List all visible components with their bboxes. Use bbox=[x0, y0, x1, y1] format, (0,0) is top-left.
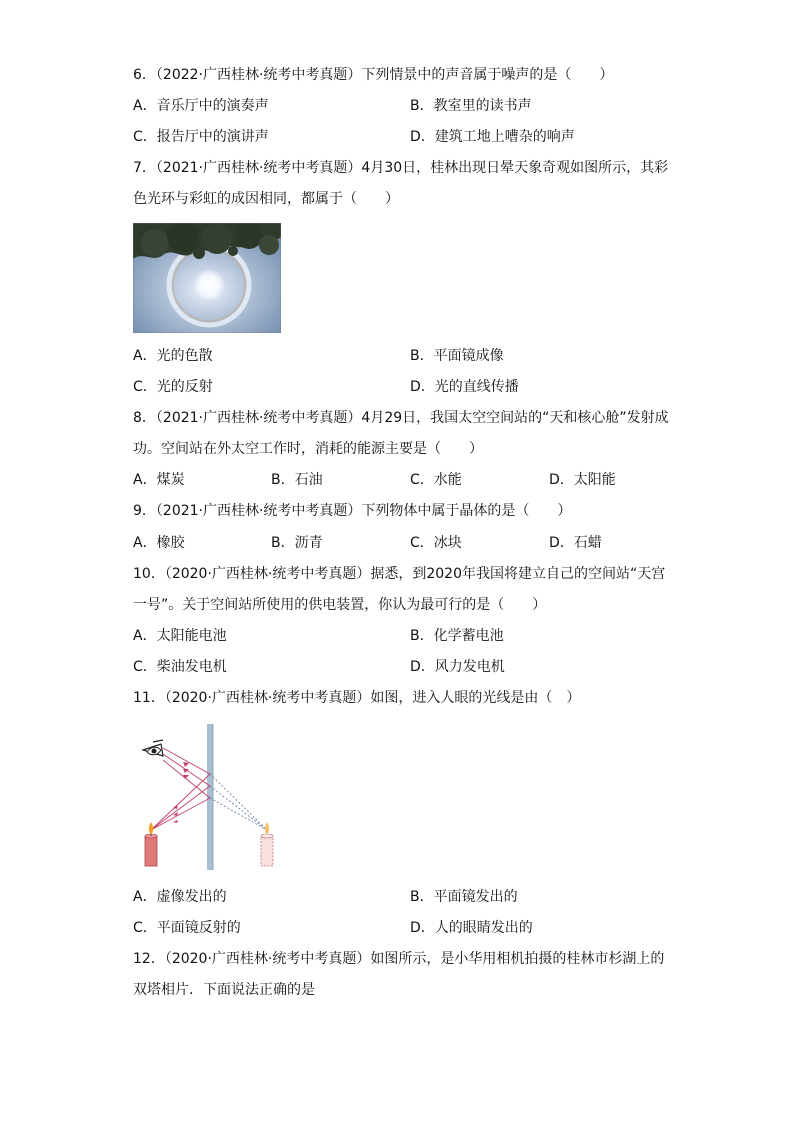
question-11-options-row-1 bbox=[133, 882, 673, 913]
option-c: C．光的反射 bbox=[133, 379, 213, 395]
question-6-options-row-2 bbox=[133, 122, 673, 153]
question-11-options-row-2 bbox=[133, 913, 673, 944]
option-c: C．报告厅中的演讲声 bbox=[133, 129, 269, 145]
plane-mirror bbox=[207, 724, 213, 870]
option-d: D．太阳能 bbox=[549, 472, 616, 488]
option-b: B．化学蓄电池 bbox=[410, 628, 504, 644]
option-a: A．太阳能电池 bbox=[133, 628, 227, 644]
option-a: A．煤炭 bbox=[133, 472, 185, 488]
option-b: B．沥青 bbox=[271, 535, 323, 551]
option-c: C．冰块 bbox=[410, 535, 462, 551]
question-10-options-row-2 bbox=[133, 652, 673, 683]
option-a: A．虚像发出的 bbox=[133, 889, 227, 905]
option-d: D．建筑工地上嘈杂的响声 bbox=[410, 129, 575, 145]
option-d: D．光的直线传播 bbox=[410, 379, 519, 395]
option-d: D．石蜡 bbox=[549, 535, 602, 551]
question-10-options-row-1 bbox=[133, 621, 673, 652]
question-6-options-row-1 bbox=[133, 91, 673, 122]
question-10-stem: 10．（2020·广西桂林·统考中考真题）据悉，到2020年我国将建立自己的空间站“天宫一号”。关于空间站所使用的供电装置，你认为最可行的是（ ） bbox=[133, 566, 666, 613]
question-7-options-row-1 bbox=[133, 341, 673, 372]
eye-icon bbox=[143, 740, 163, 756]
option-b: B．教室里的读书声 bbox=[410, 98, 532, 114]
question-9-options-row bbox=[133, 528, 673, 559]
plane-mirror-diagram bbox=[133, 722, 283, 872]
option-d: D．风力发电机 bbox=[410, 659, 505, 675]
option-c: C．柴油发电机 bbox=[133, 659, 227, 675]
option-a: A．橡胶 bbox=[133, 535, 185, 551]
candle bbox=[145, 822, 157, 866]
option-b: B．平面镜发出的 bbox=[410, 889, 518, 905]
question-6-stem: 6．（2022·广西桂林·统考中考真题）下列情景中的声音属于噪声的是（ ） bbox=[133, 67, 614, 83]
question-8-stem: 8．（2021·广西桂林·统考中考真题）4月29日，我国太空空间站的“天和核心舱”发射成功。空间站在外太空工作时，消耗的能源主要是（ ） bbox=[133, 410, 669, 457]
question-9-stem: 9．（2021·广西桂林·统考中考真题）下列物体中属于晶体的是（ ） bbox=[133, 503, 572, 519]
candle-image bbox=[261, 822, 273, 866]
question-7-stem: 7．（2021·广西桂林·统考中考真题）4月30日，桂林出现日晕天象奇观如图所示，其彩色光环与彩虹的成因相同，都属于（ ） bbox=[133, 160, 669, 207]
option-a: A．音乐厅中的演奏声 bbox=[133, 98, 269, 114]
option-a: A．光的色散 bbox=[133, 348, 213, 364]
sun-halo-photo bbox=[133, 223, 281, 333]
option-c: C．平面镜反射的 bbox=[133, 920, 241, 936]
option-b: B．平面镜成像 bbox=[410, 348, 504, 364]
question-8-options-row bbox=[133, 465, 673, 496]
option-b: B．石油 bbox=[271, 472, 323, 488]
question-7-options-row-2 bbox=[133, 372, 673, 403]
question-11-stem: 11．（2020·广西桂林·统考中考真题）如图，进入人眼的光线是由（ ） bbox=[133, 690, 581, 706]
option-c: C．水能 bbox=[410, 472, 462, 488]
question-12-stem: 12．（2020·广西桂林·统考中考真题）如图所示，是小华用相机拍摄的桂林市杉湖上的双塔相片．下面说法正确的是 bbox=[133, 951, 665, 998]
option-d: D．人的眼睛发出的 bbox=[410, 920, 533, 936]
